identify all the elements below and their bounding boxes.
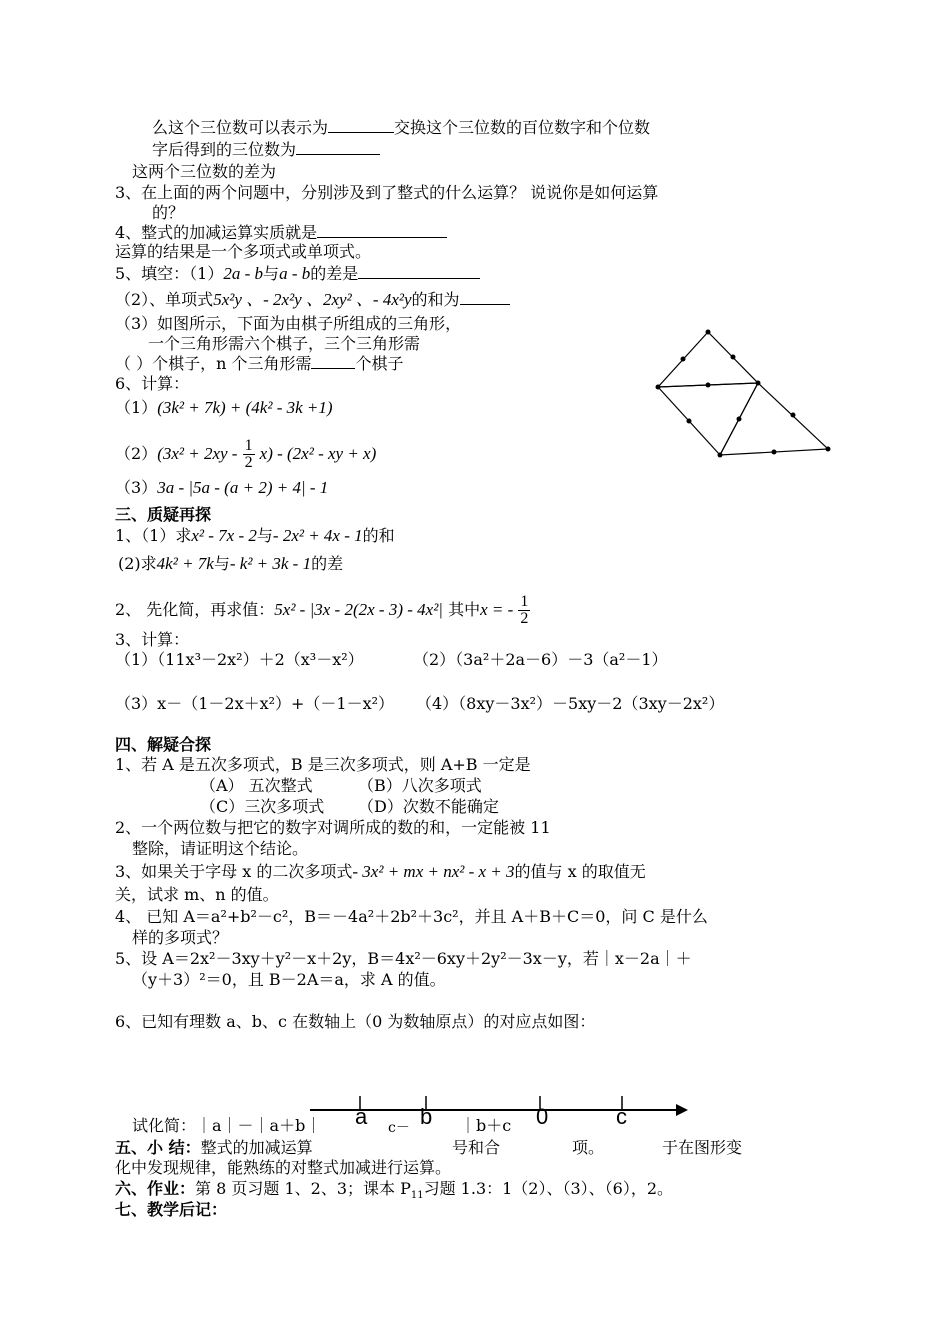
text-line: 2、一个两位数与把它的数字对调所成的数的和，一定能被 11 <box>115 818 551 837</box>
option-b: （B）八次多项式 <box>358 776 482 795</box>
section-heading: 三、质疑再探 <box>115 505 212 524</box>
text-line: 关，试求 m、n 的值。 <box>115 885 279 904</box>
text-line: 号和合 <box>452 1138 501 1157</box>
option-a: （A） 五次整式 <box>200 776 313 795</box>
text-line: 6、已知有理数 a、b、c 在数轴上（0 为数轴原点）的对应点如图： <box>115 1012 596 1031</box>
text-line: 5、填空：（1）2a - b与a - b的差是 <box>115 264 480 284</box>
chess-triangle-figure <box>650 325 840 465</box>
answer-blank <box>296 140 380 155</box>
text-line: 于在图形变 <box>662 1138 743 1157</box>
text-line: (2)求4k² + 7k与- k² + 3k - 1的差 <box>118 554 344 573</box>
text-line: 样的多项式？ <box>132 928 229 947</box>
answer-blank <box>317 223 447 238</box>
text-line: 字后得到的三位数为 <box>152 140 380 160</box>
text-line: （3）x－（1－2x＋x²）+（－1－x²） <box>115 694 395 713</box>
text-line: （1）(3k² + 7k) + (4k² - 3k +1) <box>115 398 333 417</box>
text-line: 么这个三位数可以表示为 交换这个三位数的百位数字和个位数 <box>152 118 651 137</box>
label-c: c <box>616 1104 627 1129</box>
text-line: 五、小 结：整式的加减运算 <box>115 1138 313 1157</box>
text-line: 1、若 A 是五次多项式，B 是三次多项式，则 A+B 一定是 <box>115 755 531 774</box>
text-line: 1、（1）求x² - 7x - 2与- 2x² + 4x - 1的和 <box>115 526 395 545</box>
text-line: 3、在上面的两个问题中，分别涉及到了整式的什么运算？ 说说你是如何运算 <box>115 183 659 202</box>
text-line: （4）（8xy－3x²）－5xy－2（3xy－2x²） <box>416 694 725 713</box>
number-line <box>300 1090 700 1140</box>
text-line: 3、如果关于字母 x 的二次多项式- 3x² + mx + nx² - x + 3的值与 x 的取值无 <box>115 862 646 881</box>
section-heading: 四、解疑合探 <box>115 735 212 754</box>
text-line: 这两个三位数的差为 <box>132 162 277 181</box>
fraction: $\frac{1}{2}$ <box>520 593 529 627</box>
text-line: （3）如图所示，下面为由棋子所组成的三角形， <box>115 314 462 333</box>
answer-blank <box>460 290 510 305</box>
answer-blank <box>311 354 355 369</box>
option-c: （C）三次多项式 <box>200 797 325 816</box>
option-d: （D）次数不能确定 <box>358 797 499 816</box>
text-line: （1）（11x³－2x²）＋2（x³－x²） <box>115 650 364 669</box>
fraction: $\frac{1}{2}$ <box>244 437 253 471</box>
text-line: 化中发现规律，能熟练的对整式加减进行运算。 <box>115 1158 452 1177</box>
text-line: ｜b＋c <box>460 1116 512 1135</box>
text-line: （ ）个棋子，n 个三角形需 个棋子 <box>115 354 404 373</box>
text-line: （y＋3）²＝0，且 B－2A＝a，求 A 的值。 <box>132 970 446 989</box>
text-line: 运算的结果是一个多项式或单项式。 <box>115 242 372 261</box>
text-line: c－ <box>388 1120 410 1136</box>
text-line: 3、计算： <box>115 630 190 649</box>
text-line: 4、整式的加减运算实质就是 <box>115 223 447 243</box>
text-line: 2、 先化简，再求值：5x² - |3x - 2(2x - 3) - 4x²| 其中x = - $\frac{1}{2}$ <box>115 593 529 627</box>
text-line: 试化简：｜a｜－｜a＋b｜ <box>132 1116 322 1135</box>
text-line: 整除，请证明这个结论。 <box>132 839 309 858</box>
text-line: 5、设 A＝2x²－3xy＋y²－x＋2y，B＝4x²－6xy＋2y²－3x－y，若｜x－2a｜＋ <box>115 949 692 968</box>
text-line: （3）3a - |5a - (a + 2) + 4| - 1 <box>115 478 329 497</box>
arrow-icon <box>676 1104 688 1116</box>
section-heading: 七、教学后记： <box>115 1200 228 1219</box>
text-line: （2）（3a²＋2a－6）－3（a²－1） <box>413 650 668 669</box>
label-a: a <box>355 1104 368 1129</box>
answer-blank <box>358 264 480 279</box>
answer-blank <box>328 118 394 133</box>
text-line: 项。 <box>572 1138 605 1157</box>
label-b: b <box>420 1104 433 1129</box>
label-0: 0 <box>536 1104 549 1129</box>
text-line: 的？ <box>152 203 185 222</box>
text-line: 6、计算： <box>115 374 190 393</box>
text-line: （2）(3x² + 2xy - $\frac{1}{2}$ x) - (2x² - xy + x) <box>115 437 377 471</box>
text-line: （2）、单项式5x²y 、- 2x²y 、2xy² 、- 4x²y的和为 <box>115 290 510 310</box>
text-line: 六、作业：第 8 页习题 1、2、3；课本 $P_{11}$习题 1.3：1（2）、（3）、（6），2。 <box>115 1179 674 1202</box>
text-line: 4、 已知 A＝a²+b²－c²，B＝－4a²＋2b²＋3c²，并且 A＋B＋C＝0，问 C 是什么 <box>115 907 708 926</box>
text-line: 一个三角形需六个棋子，三个三角形需 <box>148 334 421 353</box>
